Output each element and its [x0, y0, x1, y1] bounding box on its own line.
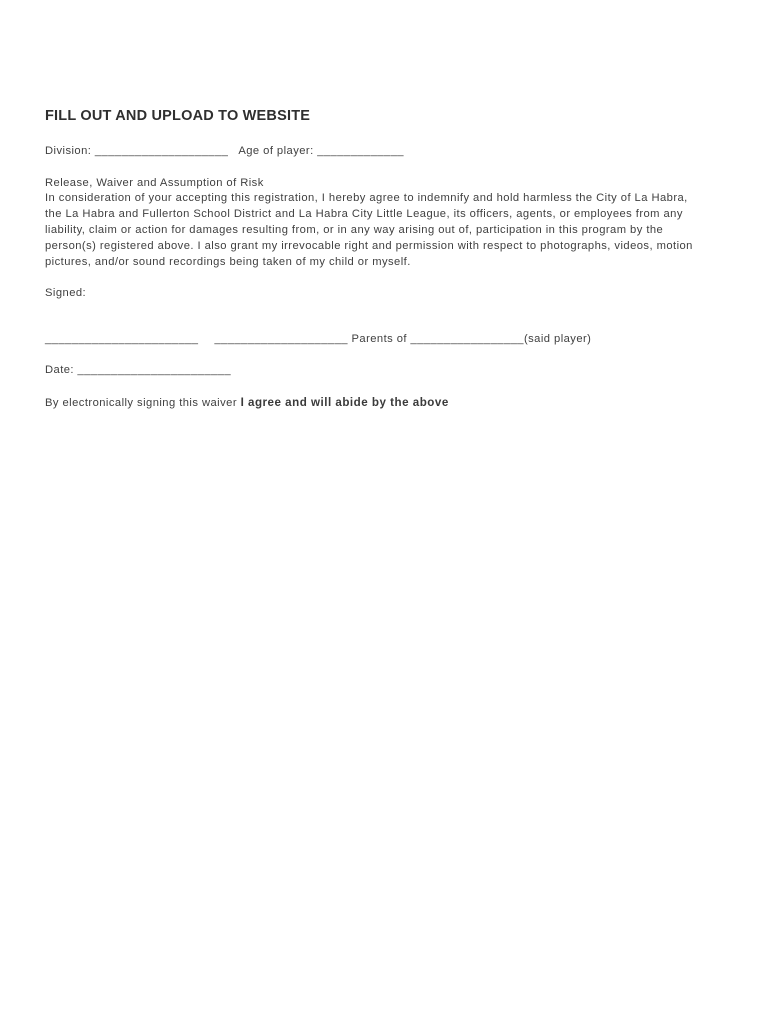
age-of-player-field[interactable]: Age of player: _____________ — [238, 145, 404, 157]
division-field[interactable]: Division: ____________________ — [45, 145, 229, 157]
waiver-text-line: pictures, and/or sound recordings being taken of my child or myself. — [45, 256, 411, 268]
date-field[interactable]: Date: _______________________ — [45, 364, 232, 376]
parents-of-field[interactable]: Parents of _________________(said player) — [351, 333, 592, 345]
waiver-text-line: the La Habra and Fullerton School District and La Habra City Little League, its officers, agents, or employees from any — [45, 208, 683, 220]
page-title: FILL OUT AND UPLOAD TO WEBSITE — [45, 108, 311, 124]
agreement-prefix: By electronically signing this waiver — [45, 397, 237, 409]
waiver-text-line: liability, claim or action for damages resulting from, or in any way arising out of, participation in this program by the — [45, 224, 664, 236]
agreement-statement — [45, 396, 449, 409]
signed-label: Signed: — [45, 287, 87, 299]
signature-field-2[interactable]: ____________________ — [214, 333, 348, 345]
agreement-bold-text: I agree and will abide by the above — [240, 396, 449, 409]
waiver-text-line: In consideration of your accepting this registration, I hereby agree to indemnify and hold harmless the City of La Habra, — [45, 192, 688, 204]
division-age-row — [45, 145, 404, 157]
waiver-heading: Release, Waiver and Assumption of Risk — [45, 177, 264, 189]
signature-row — [45, 333, 591, 345]
waiver-text-line: person(s) registered above. I also grant my irrevocable right and permission with respect to photographs, videos, motion — [45, 240, 693, 252]
signature-field-1[interactable]: _______________________ — [45, 333, 199, 345]
